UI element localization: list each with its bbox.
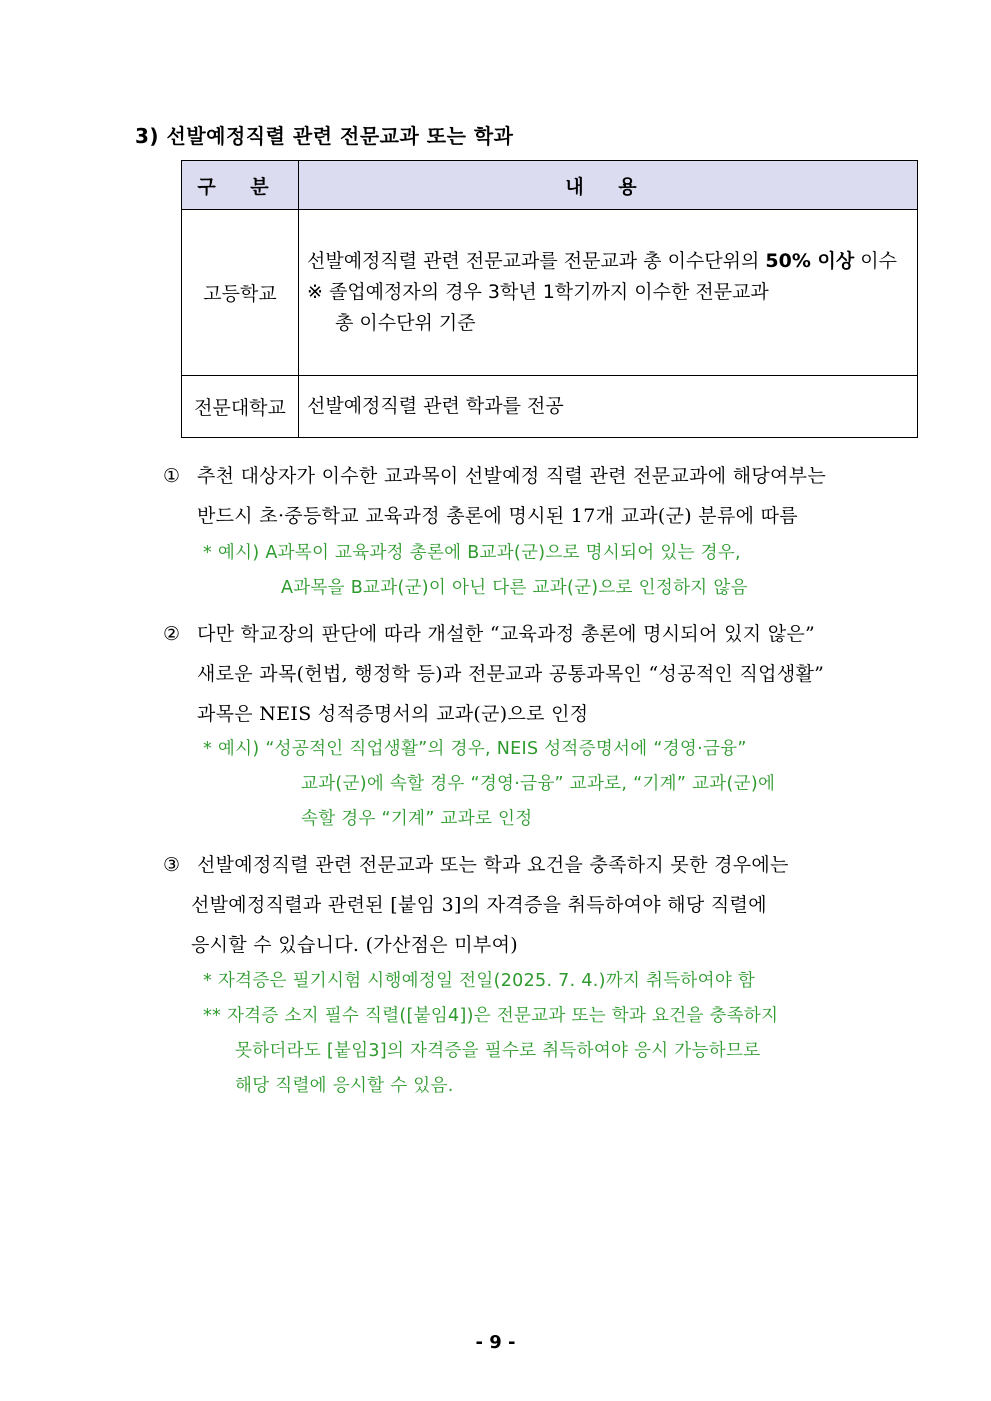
content-line: 선발예정직렬 관련 전문교과를 전문교과 총 이수단위의 50% 이상 이수 [307, 250, 897, 272]
requirements-table [181, 160, 918, 438]
item-line: 다만 학교장의 판단에 따라 개설한 “교육과정 총론에 명시되어 있지 않은” [197, 623, 816, 645]
item-note: * 예시) A과목이 교육과정 총론에 B교과(군)으로 명시되어 있는 경우, A과목을 B교과(군)이 아닌 다른 교과(군)으로 인정하지 않음 [203, 543, 748, 598]
header-content: 내 용 [299, 161, 918, 210]
item-line: 선발예정직렬 관련 전문교과 또는 학과 요건을 충족하지 못한 경우에는 [197, 854, 789, 876]
item-line: 응시할 수 있습니다. (가산점은 미부여) [191, 934, 518, 956]
row-content-highschool [299, 210, 918, 376]
row-category-highschool: 고등학교 [182, 210, 299, 376]
table-row [182, 376, 918, 438]
item-number: ③ [163, 854, 181, 876]
table-header-row [182, 161, 918, 210]
page-number: - 9 - [475, 1332, 516, 1353]
percent-requirement: 50% 이상 [765, 250, 855, 272]
item-line: 선발예정직렬과 관련된 [붙임 3]의 자격증을 취득하여야 해당 직렬에 [191, 894, 767, 916]
item-note: * 예시) “성공적인 직업생활”의 경우, NEIS 성적증명서에 “경영·금융” 교과(군)에 속할 경우 “경영·금융” 교과로, “기계” 교과(군)에 속할 경우 “기계” 교과로 인정 [203, 739, 776, 829]
table-row [182, 210, 918, 376]
item-number: ① [163, 465, 181, 487]
item-line: 반드시 초·중등학교 교육과정 총론에 명시된 17개 교과(군) 분류에 따름 [197, 505, 798, 527]
item-note: * 자격증은 필기시험 시행예정일 전일(2025. 7. 4.)까지 취득하여야 함 ** 자격증 소지 필수 직렬([붙임4])은 전문교과 또는 학과 요건을 충족하지 못하더라도 [붙임3]의 자격증을 필수로 취득하여야 응시 가능하므로 해당 직렬에 응시할 수 있음. [203, 971, 779, 1096]
item-line: 추천 대상자가 이수한 교과목이 선발예정 직렬 관련 전문교과에 해당여부는 [197, 465, 826, 487]
item-line: 과목은 NEIS 성적증명서의 교과(군)으로 인정 [197, 703, 589, 725]
content-note-cont: 총 이수단위 기준 [335, 312, 476, 334]
list-item [163, 614, 913, 734]
list-item [163, 845, 913, 965]
section-title: 3) 선발예정직렬 관련 전문교과 또는 학과 [135, 124, 514, 148]
row-content-college: 선발예정직렬 관련 학과를 전공 [299, 376, 918, 438]
content-note: ※ 졸업예정자의 경우 3학년 1학기까지 이수한 전문교과 [307, 281, 769, 303]
item-number: ② [163, 623, 181, 645]
row-category-college: 전문대학교 [182, 376, 299, 438]
list-item [163, 456, 913, 536]
header-category: 구 분 [182, 161, 299, 210]
item-line: 새로운 과목(헌법, 행정학 등)과 전문교과 공통과목인 “성공적인 직업생활” [197, 663, 825, 685]
